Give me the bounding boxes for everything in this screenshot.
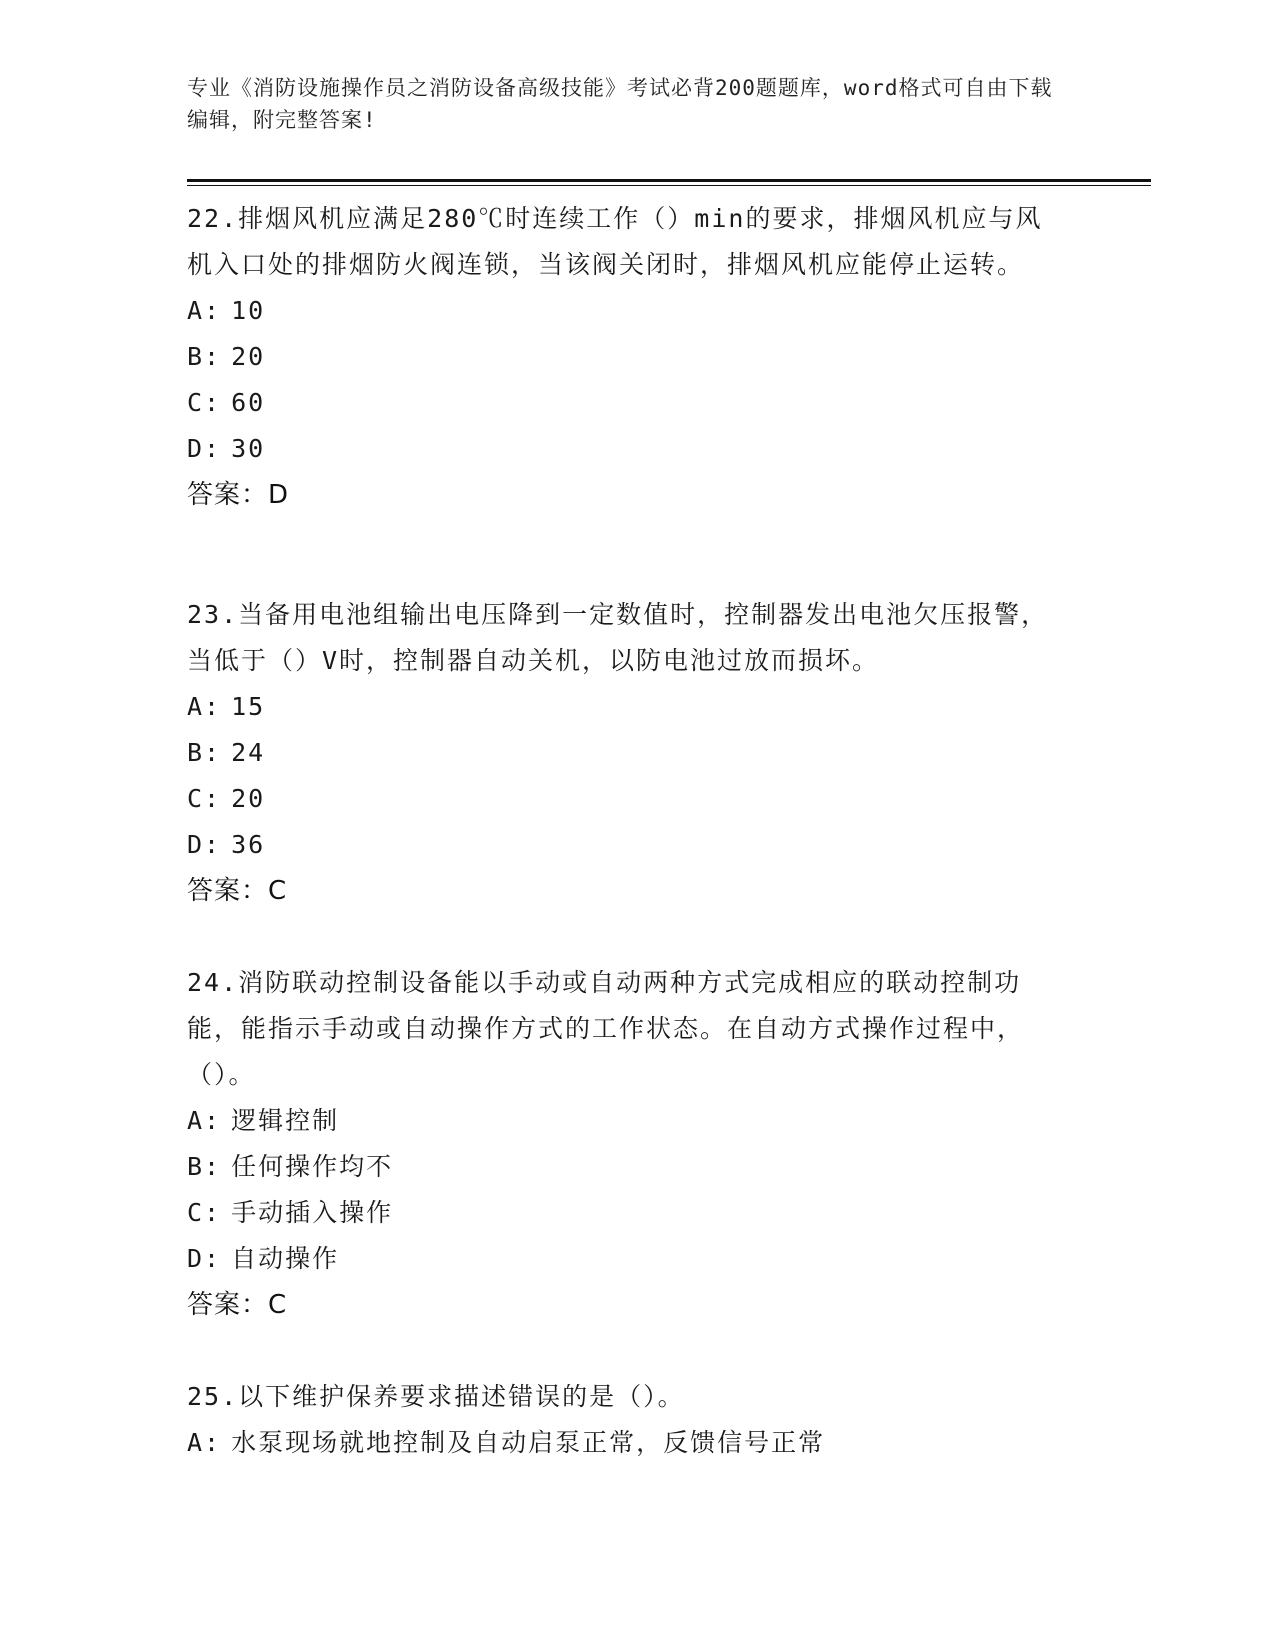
question-23 — [187, 592, 1087, 914]
header-divider-thin — [187, 185, 1151, 186]
question-stem: 24.消防联动控制设备能以手动或自动两种方式完成相应的联动控制功能，能指示手动或自动操作方式的工作状态。在自动方式操作过程中，（）。 — [187, 968, 1025, 1089]
option-d: D: 30 — [187, 434, 266, 463]
option-c: C: 20 — [187, 784, 266, 813]
option-b: B: 20 — [187, 342, 266, 371]
answer: 答案：D — [187, 480, 290, 510]
option-c: C: 60 — [187, 388, 266, 417]
document-header: 专业《消防设施操作员之消防设备高级技能》考试必背200题题库，word格式可自由下载编辑，附完整答案! — [187, 76, 1053, 132]
option-c: C: 手动插入操作 — [187, 1198, 394, 1227]
header-divider-thick — [187, 179, 1151, 182]
question-25 — [187, 1374, 1087, 1466]
option-a: A: 10 — [187, 296, 266, 325]
answer: 答案：C — [187, 1290, 288, 1320]
option-d: D: 36 — [187, 830, 266, 859]
option-a: A: 逻辑控制 — [187, 1106, 340, 1135]
option-d: D: 自动操作 — [187, 1244, 340, 1273]
option-b: B: 任何操作均不 — [187, 1152, 394, 1181]
option-b: B: 24 — [187, 738, 266, 767]
question-stem: 23.当备用电池组输出电压降到一定数值时，控制器发出电池欠压报警，当低于（）V时，控制器自动关机，以防电池过放而损坏。 — [187, 600, 1049, 675]
question-24 — [187, 960, 1087, 1328]
option-a: A: 15 — [187, 692, 266, 721]
option-a: A: 水泵现场就地控制及自动启泵正常，反馈信号正常 — [187, 1428, 826, 1457]
answer: 答案：C — [187, 876, 288, 906]
question-22 — [187, 196, 1087, 518]
question-stem: 25.以下维护保养要求描述错误的是（）。 — [187, 1382, 685, 1411]
question-stem: 22.排烟风机应满足280℃时连续工作（）min的要求，排烟风机应与风机入口处的排烟防火阀连锁，当该阀关闭时，排烟风机应能停止运转。 — [187, 204, 1043, 279]
